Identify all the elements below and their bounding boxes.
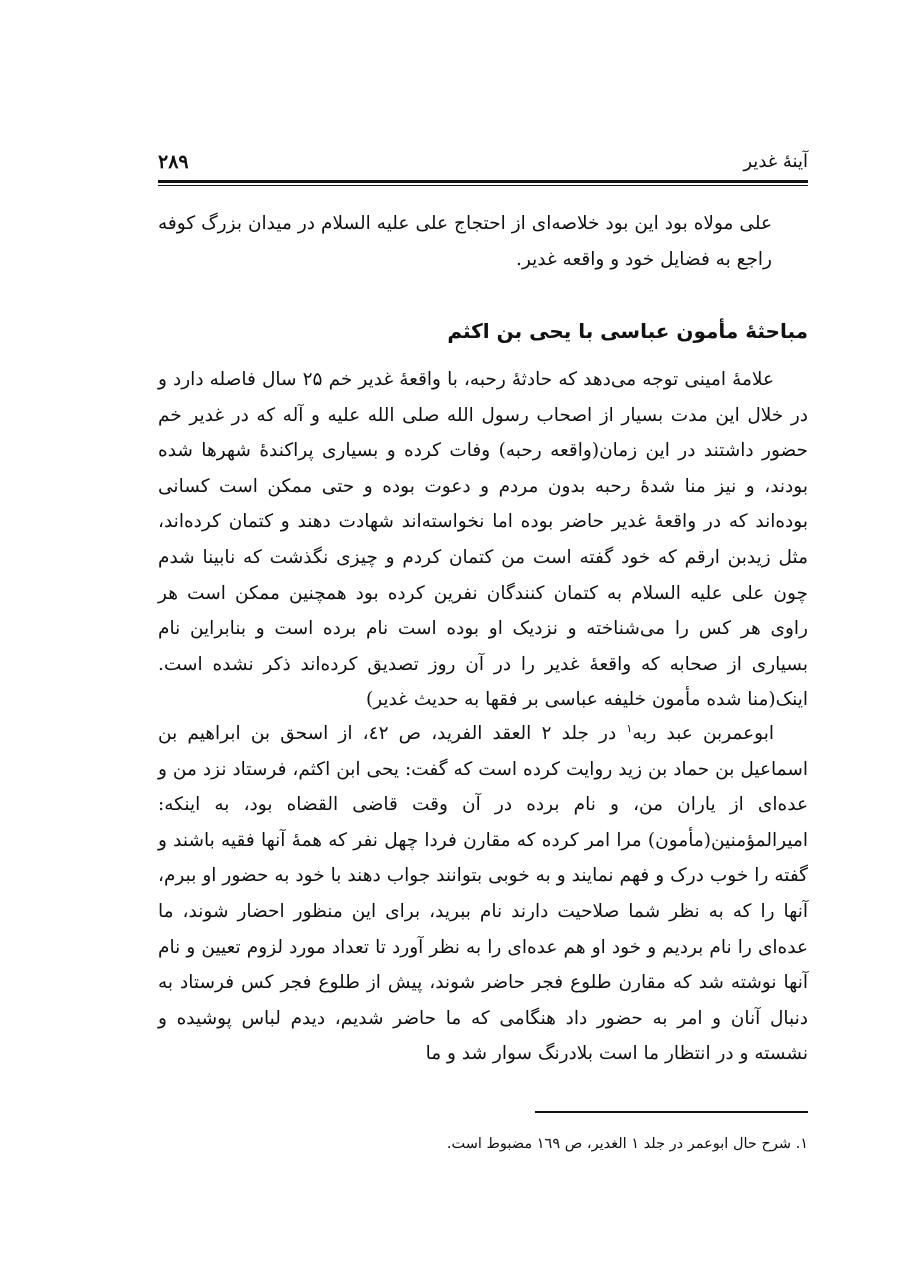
paragraph-block-1: [158, 362, 808, 718]
running-header: [158, 148, 808, 176]
section-heading: مباحثهٔ مأمون عباسی با یحی بن اکثم: [447, 319, 808, 343]
page-number: ۲۸۹: [158, 151, 189, 173]
footnote-reference[interactable]: ۱: [626, 721, 633, 735]
paragraph-2-rest: در جلد ۲ العقد الفرید، ص ٤٢، از اسحق بن ابراهیم بن اسماعیل بن حماد بن زید روایت کرده است که گفت: یحی ابن اکثم، فرستاد نزد من و عده‌ای از یاران من، و نام برده در آن وقت قاضی القضاه بود، به اینکه: امیرالمؤمنین(مأمون) مرا امر کرده که مقارن فردا چهل نفر که همهٔ آنها فقیه باشند و گفته را خوب درک و فهم نمایند و به خوبی بتوانند جواب دهند با خود به حضور او ببرم، آنها را که به نظر شما صلاحیت دارند نام ببرید، برای این منظور احضار شوند، ما عده‌ای را نام بردیم و خود او هم عده‌ای را به نظر آورد تا تعداد مورد لزوم تعیین و نام آنها نوشته شد که مقارن طلوع فجر حاضر شوند، پیش از طلوع فجر کس فرستاد به دنبال آنان و امر به حضور داد هنگامی که ما حاضر شدیم، دیدم لباس پوشیده و نشسته و در انتظار ما است بلادرنگ سوار شد و ما: [158, 723, 808, 1065]
paragraph-2-lead: ابوعمربن عبد ربه: [632, 723, 774, 744]
intro-paragraph: علی مولاه بود این بود خلاصه‌ای از احتجاج علی عليه السلام در میدان بزرگ کوفه راجع به فضایل خود و واقعه غدیر.: [158, 213, 772, 270]
footnote: ۱. شرح حال ابوعمر در جلد ۱ الغدیر، ص ۱٦۹ مضبوط است.: [446, 1136, 808, 1152]
book-title: آینهٔ غدیر: [743, 151, 808, 172]
paragraph-2: [158, 716, 808, 1072]
paragraph-block-2: [158, 716, 808, 1072]
intro-paragraph-block: [158, 206, 808, 277]
paragraph-1: علامهٔ امینی توجه می‌دهد که حادثهٔ رحبه، با واقعهٔ غدیر خم ۲۵ سال فاصله دارد و در خلال این مدت بسیار از اصحاب رسول الله صلی الله علیه و آله که در غدیر خم حضور داشتند در این زمان(واقعه رحبه) وفات کرده و بسیاری پراکندهٔ شهرها شده بودند، و نیز منا شدهٔ رحبه بدون مردم و دعوت بوده و حتی ممکن است کسانی بوده‌اند که در واقعهٔ غدیر حاضر بوده اما نخواسته‌اند شهادت دهند و کتمان کرده‌اند، مثل زیدبن ارقم که خود گفته است من کتمان کردم و چیزی نگذشت که نابینا شدم چون علی عليه السلام به کتمان کنندگان نفرین کرده بود همچنین ممکن است هر راوی هر کس را می‌شناخته و نزدیک او بوده است نام برده است و بنابراین نام بسیاری از صحابه که واقعهٔ غدیر را در آن روز تصدیق کرده‌اند ذکر نشده است. اینک(منا شده مأمون خلیفه عباسی بر فقها به حدیث غدیر): [158, 369, 808, 711]
header-rule: [158, 180, 808, 186]
footnote-rule: [535, 1111, 808, 1113]
